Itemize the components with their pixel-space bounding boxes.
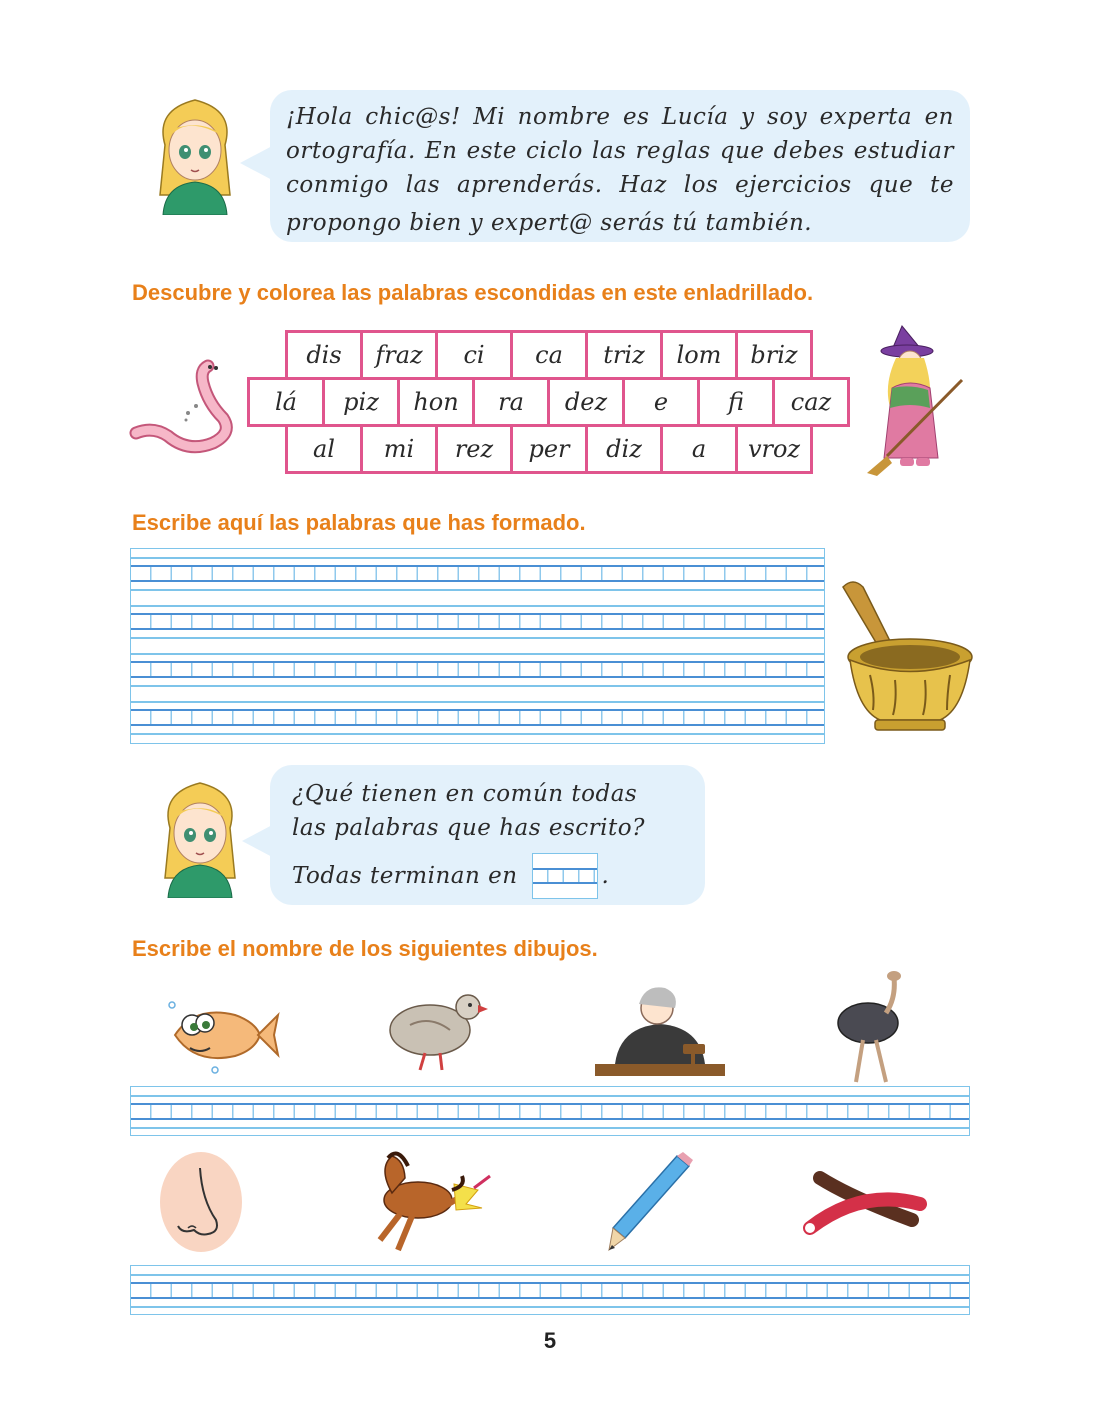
question-section: [140, 765, 710, 910]
girl-icon: [150, 773, 250, 898]
intro-line-3: conmigo las aprenderás. Haz los ejercicios que te: [286, 172, 954, 198]
nose-icon: [158, 1150, 244, 1254]
brick[interactable]: triz: [585, 330, 663, 380]
exercise1-heading: Descubre y colorea las palabras escondidas en este enladrillado.: [132, 280, 814, 305]
brick[interactable]: ca: [510, 330, 588, 380]
licorice-icon: [802, 1168, 932, 1238]
writing-line[interactable]: [131, 597, 824, 645]
question-line-2: las palabras que has escrito?: [292, 815, 645, 841]
writing-line[interactable]: [131, 645, 824, 693]
witch-icon: [862, 318, 972, 478]
brick[interactable]: hon: [397, 377, 475, 427]
intro-bubble-tail: [240, 145, 274, 181]
question-bubble: [270, 765, 705, 905]
brick-row-2: [247, 377, 850, 427]
intro-line-4: propongo bien y expert@ serás tú también.: [286, 210, 813, 236]
girl-icon: [145, 90, 245, 215]
question-line-1: ¿Qué tienen en común todas: [292, 781, 638, 807]
writing-line[interactable]: [131, 549, 824, 597]
brick-row-1: [285, 330, 850, 380]
brick[interactable]: fi: [697, 377, 775, 427]
brick[interactable]: a: [660, 424, 738, 474]
fish-icon: [160, 990, 280, 1080]
intro-line-1: ¡Hola chic@s! Mi nombre es Lucía y soy experta en: [286, 104, 954, 130]
brick[interactable]: per: [510, 424, 588, 474]
judge-icon: [595, 982, 725, 1077]
brick-wall: [275, 330, 850, 474]
brick[interactable]: ra: [472, 377, 550, 427]
worm-icon: [128, 358, 253, 473]
intro-bubble: [270, 90, 970, 242]
brick[interactable]: mi: [360, 424, 438, 474]
brick[interactable]: ci: [435, 330, 513, 380]
answer-box[interactable]: [532, 853, 598, 899]
exercise3-heading: Escribe el nombre de los siguientes dibujos.: [132, 936, 598, 961]
brick[interactable]: dis: [285, 330, 363, 380]
brick[interactable]: lá: [247, 377, 325, 427]
brick[interactable]: diz: [585, 424, 663, 474]
writing-line[interactable]: [131, 693, 824, 741]
pencil-icon: [605, 1150, 695, 1255]
question-line-3: Todas terminan en: [292, 863, 518, 889]
intro-section: [140, 85, 970, 245]
brick[interactable]: rez: [435, 424, 513, 474]
brick[interactable]: caz: [772, 377, 850, 427]
ostrich-icon: [828, 968, 918, 1086]
brick[interactable]: fraz: [360, 330, 438, 380]
exercise2-heading: Escribe aquí las palabras que has formado.: [132, 510, 586, 535]
writing-line-row2[interactable]: [130, 1265, 970, 1315]
page-number: 5: [543, 1328, 557, 1353]
writing-lines[interactable]: [130, 548, 825, 744]
mortar-icon: [835, 575, 980, 735]
brick[interactable]: vroz: [735, 424, 813, 474]
brick[interactable]: piz: [322, 377, 400, 427]
writing-line-row1[interactable]: [130, 1086, 970, 1136]
brick[interactable]: dez: [547, 377, 625, 427]
brick-row-3: [285, 424, 850, 474]
question-answer-row: [292, 853, 683, 899]
question-end: .: [601, 863, 610, 889]
horse-icon: [350, 1148, 495, 1258]
brick[interactable]: briz: [735, 330, 813, 380]
intro-line-2: ortografía. En este ciclo las reglas que debes estudiar: [286, 138, 954, 164]
brick[interactable]: lom: [660, 330, 738, 380]
partridge-icon: [380, 985, 495, 1075]
brick[interactable]: e: [622, 377, 700, 427]
brick[interactable]: al: [285, 424, 363, 474]
